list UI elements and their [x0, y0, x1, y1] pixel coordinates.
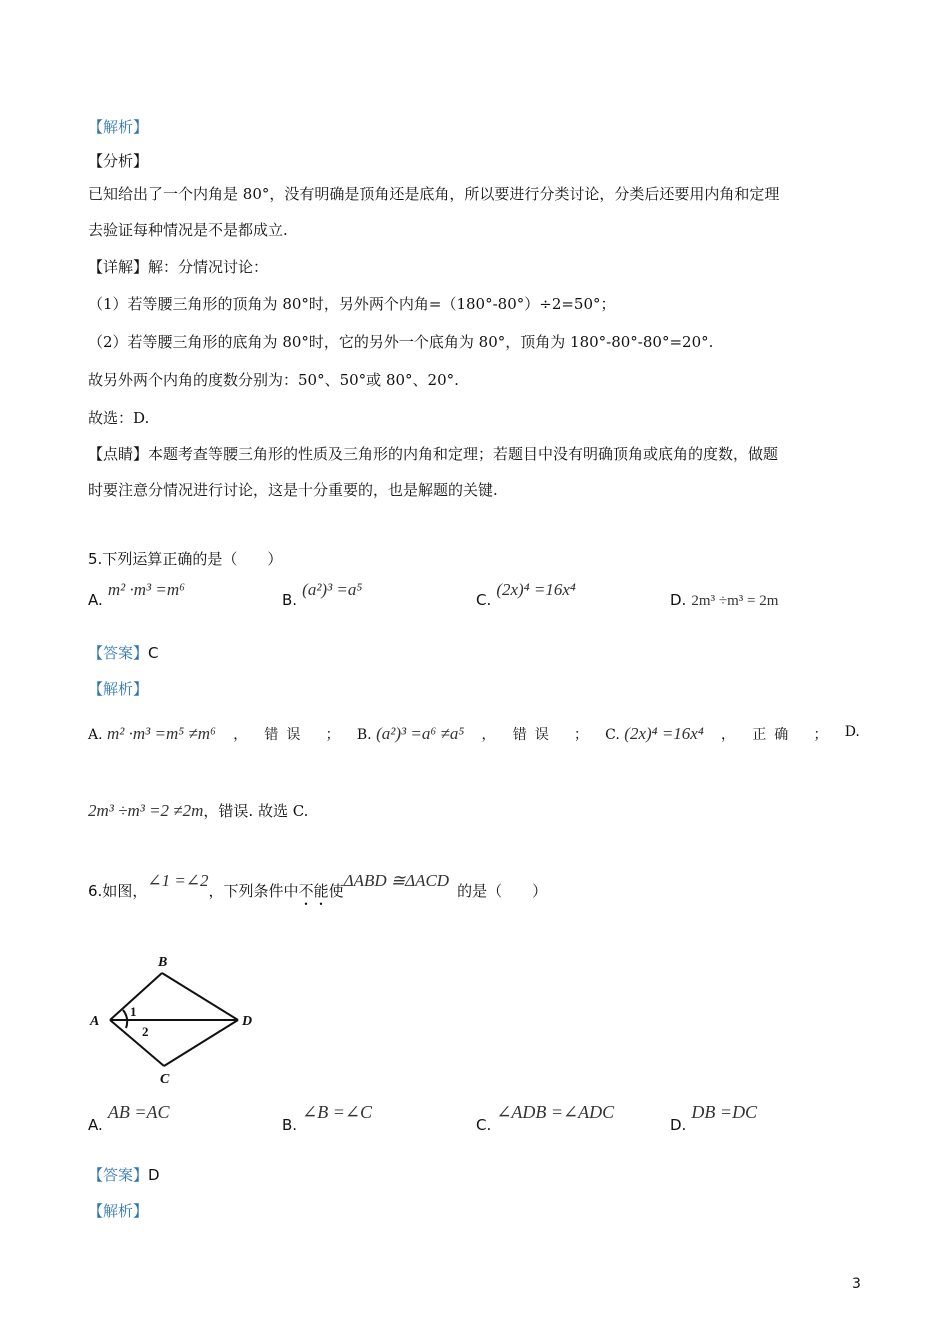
q5-answer-label: 【答案】	[88, 644, 149, 662]
sol-b-letter: B.	[356, 727, 372, 743]
sol-sep-4: ；	[573, 727, 588, 743]
fenxi-heading: 【分析】	[88, 152, 149, 170]
sol-sep-6: ；	[813, 727, 828, 743]
label-b: B	[158, 955, 168, 970]
sol-c-letter: C.	[605, 727, 620, 743]
q6-option-b-expr: ∠B =∠C	[302, 1102, 372, 1122]
q6-number: 6.	[88, 882, 103, 900]
q5-number: 5.	[88, 550, 103, 568]
sol-b	[357, 724, 464, 744]
q5-option-c-letter: C.	[476, 591, 492, 609]
q5-option-c	[476, 580, 576, 610]
q6-stem-mid-2: 使	[328, 882, 344, 900]
q5-stem-text: 下列运算正确的是（ ）	[102, 550, 283, 568]
q5-option-b	[282, 580, 363, 610]
sol-sep-3: ，	[481, 727, 496, 743]
sol-b-expr: (a²)³ =a⁶ ≠a⁵	[376, 724, 465, 743]
q5-solution-line	[88, 724, 860, 744]
q5-answer	[88, 642, 159, 663]
q6-figure	[86, 952, 276, 1092]
q6-option-a-letter: A.	[88, 1116, 103, 1134]
label-d: D	[242, 1014, 253, 1029]
q6-option-b	[282, 1102, 372, 1135]
q6-option-d	[670, 1102, 758, 1135]
q5-answer-value: C	[148, 644, 159, 662]
q5-option-b-expr: (a²)³ =a⁵	[302, 580, 363, 599]
sol-d-expr: 2m³ ÷m³ =2 ≠2m	[88, 801, 204, 820]
q6-option-c	[476, 1102, 615, 1135]
sol-a	[88, 724, 216, 744]
q5-option-a-letter: A.	[88, 591, 103, 609]
sol-sep-5: ，	[721, 727, 735, 743]
q6-stem-goal: ΔABD ≅ΔACD	[343, 871, 450, 890]
q6-figure-lines	[110, 973, 238, 1066]
q5-option-c-expr: (2x)⁴ =16x⁴	[496, 580, 576, 599]
q6-answer-label: 【答案】	[88, 1166, 149, 1184]
sol-a-verdict: 错误	[264, 727, 309, 743]
q5-option-d	[670, 590, 778, 610]
q6-option-c-expr: ∠ADB =∠ADC	[496, 1102, 615, 1122]
sol-c-expr: (2x)⁴ =16x⁴	[624, 724, 704, 743]
q6-answer-value: D	[148, 1166, 160, 1184]
q5-solution-line-2	[88, 800, 308, 821]
q6-option-a-expr: AB =AC	[107, 1102, 170, 1122]
dianjing-text	[88, 436, 864, 508]
sol-b-verdict: 错误	[512, 727, 557, 743]
conclusion: 故另外两个内角的度数分别为：50°、50°或 80°、20°.	[88, 371, 459, 389]
sol-c	[605, 724, 704, 744]
q6-stem-emphasis: 不能	[298, 882, 329, 900]
detail-line: 【详解】解：分情况讨论：	[88, 258, 269, 276]
sol-sep-1: ，	[233, 727, 248, 743]
label-c: C	[160, 1072, 170, 1087]
sol-d-tail: ，错误. 故选 C.	[203, 802, 309, 820]
q6-option-a	[88, 1102, 170, 1135]
q6-stem-mid-1: ，下列条件中	[208, 882, 299, 900]
q5-analysis-heading: 【解析】	[88, 680, 149, 698]
segment-bd	[162, 973, 238, 1020]
sol-c-verdict: 正确	[752, 727, 797, 743]
sol-sep-2: ；	[325, 727, 340, 743]
q6-stem-post: 的是（ ）	[457, 882, 548, 900]
q5-option-d-letter: D.	[670, 591, 687, 609]
q6-stem	[88, 871, 548, 909]
sol-a-letter: A.	[88, 727, 103, 743]
page-number: 3	[852, 1276, 861, 1292]
q6-option-d-expr: DB =DC	[691, 1102, 758, 1122]
dianjing-line-1: 本题考查等腰三角形的性质及三角形的内角和定理；若题目中没有明确顶角或底角的度数，做题	[148, 445, 779, 463]
fenxi-line-1: 已知给出了一个内角是 80°，没有明确是顶角还是底角，所以要进行分类讨论，分类后还要用内角和定理	[88, 185, 780, 203]
case-1: （1）若等腰三角形的顶角为 80°时，另外两个内角=（180°-80°）÷2=50°；	[88, 295, 616, 313]
label-angle-2: 2	[142, 1024, 149, 1039]
choose-line: 故选：D.	[88, 409, 150, 427]
fenxi-line-2: 去验证每种情况是不是都成立.	[88, 221, 288, 239]
q6-option-d-letter: D.	[670, 1116, 687, 1134]
q6-stem-pre: 如图，	[102, 882, 148, 900]
case-2: （2）若等腰三角形的底角为 80°时，它的另外一个底角为 80°，顶角为 180°-80°-80°=20°.	[88, 333, 714, 351]
q5-option-a	[88, 580, 186, 610]
label-a: A	[90, 1014, 100, 1029]
q6-answer	[88, 1164, 160, 1185]
sol-a-expr: m² ·m³ =m⁵ ≠m⁶	[107, 724, 216, 743]
label-angle-1: 1	[130, 1004, 137, 1019]
dianjing-heading: 【点睛】	[88, 445, 149, 463]
q6-analysis-heading: 【解析】	[88, 1202, 149, 1220]
dianjing-line-2: 时要注意分情况进行讨论，这是十分重要的，也是解题的关键.	[88, 481, 498, 499]
q5-option-b-letter: B.	[282, 591, 298, 609]
q6-stem-condition: ∠1 =∠2	[147, 871, 209, 890]
segment-ac	[110, 1020, 164, 1066]
q6-option-c-letter: C.	[476, 1116, 492, 1134]
q5-option-d-expr: 2m³ ÷m³ = 2m	[691, 593, 779, 609]
q5-option-a-expr: m² ·m³ =m⁶	[107, 580, 186, 599]
q6-option-b-letter: B.	[282, 1116, 298, 1134]
q5-stem	[88, 548, 282, 569]
analysis-heading: 【解析】	[88, 118, 149, 136]
sol-d-letter: D.	[844, 724, 860, 740]
fenxi-text	[88, 176, 864, 248]
segment-cd	[164, 1020, 238, 1066]
